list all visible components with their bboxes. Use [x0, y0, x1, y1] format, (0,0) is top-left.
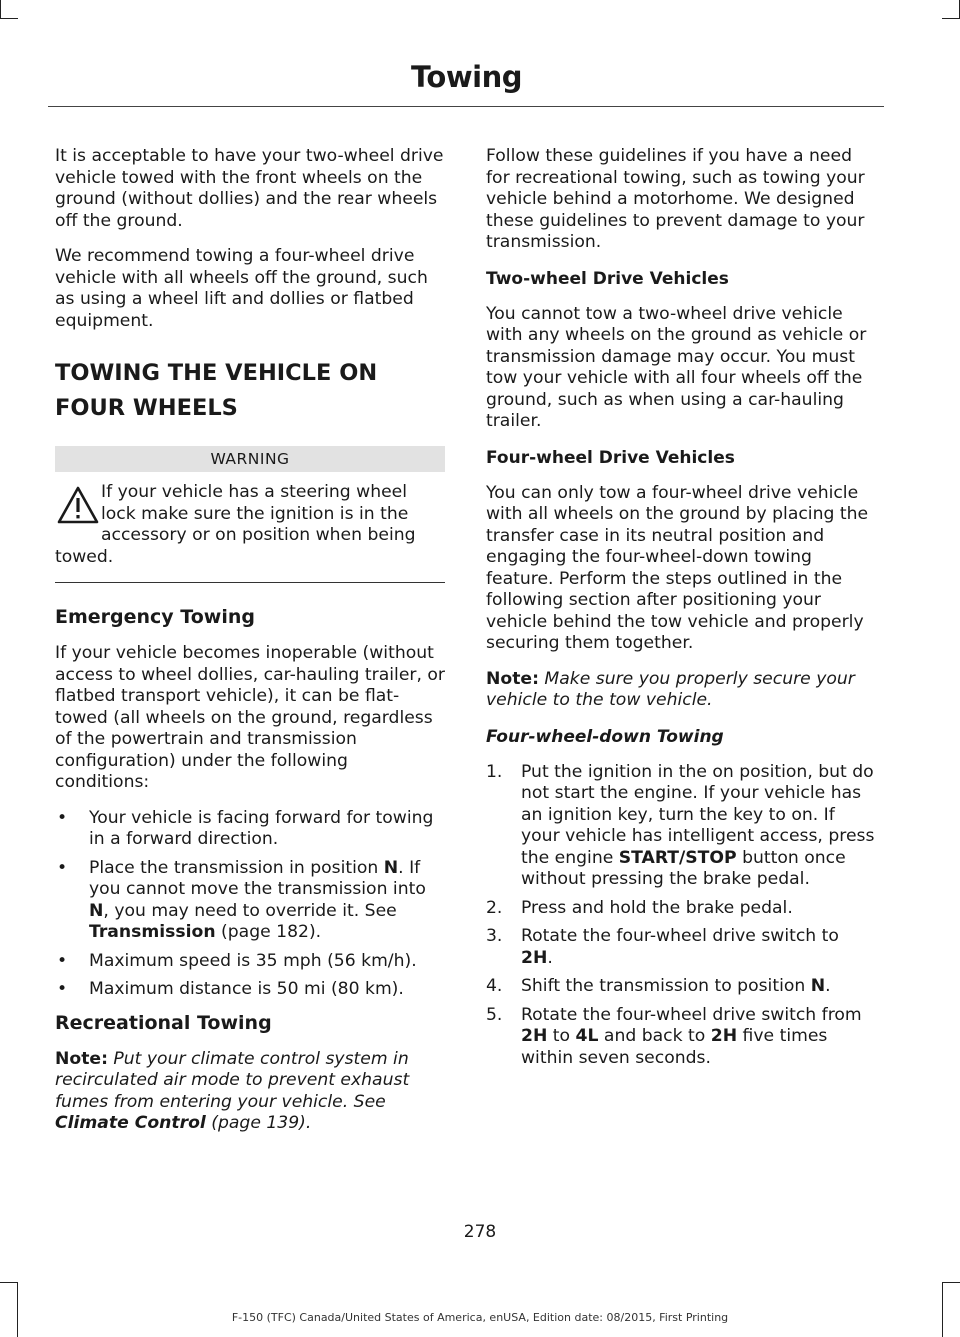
emergency-towing-text: If your vehicle becomes inoperable (without access to wheel dollies, car-hauling trailer, or flatbed transport vehicle), it can be flat-towed (all wheels on the ground, regardless of the powertrain and transmission configuration) under the following conditions:: [55, 643, 445, 792]
step-text: Rotate the four-wheel drive switch to: [521, 926, 839, 946]
step-text: Put the ignition in the on position, but do not start the engine. If your vehicle has an ignition key, turn the key to on. If your vehicle has intelligent access, press the engine: [521, 761, 875, 868]
list-item: [55, 979, 445, 1001]
two-wheel-drive-heading: Two-wheel Drive Vehicles: [486, 268, 729, 289]
right-column: [486, 146, 876, 1076]
recreational-towing-heading: Recreational Towing: [55, 1011, 272, 1034]
towing-steps-list: [486, 762, 876, 1070]
four-wheel-drive-heading: Four-wheel Drive Vehicles: [486, 447, 735, 468]
crop-mark-bottom-right-h: [942, 1282, 960, 1283]
step-number: 3.: [486, 926, 503, 946]
climate-control-link[interactable]: Climate Control: [55, 1113, 206, 1133]
step-text: button once without pressing the brake pedal.: [521, 847, 846, 889]
intro-paragraph-1: It is acceptable to have your two-wheel drive vehicle towed with the front wheels on the ground (without dollies) and the rear wheels off the ground.: [55, 146, 444, 231]
step-text: .: [547, 947, 553, 968]
mode-2h: 2H: [710, 1026, 738, 1046]
warning-banner: WARNING: [55, 446, 445, 472]
warning-box: [55, 482, 445, 583]
step-text: Rotate the four-wheel drive switch from: [521, 1004, 862, 1025]
secure-note: [486, 669, 876, 712]
step-number: 5.: [486, 1004, 503, 1025]
gear-position-n: N: [810, 976, 826, 996]
list-item: [486, 1005, 876, 1070]
climate-note: [55, 1049, 445, 1135]
section-title-line-2: FOUR WHEELS: [55, 395, 238, 421]
note-text: Put your climate control system in recirculated air mode to prevent exhaust fumes from entering your vehicle. See: [55, 1048, 410, 1112]
list-item: [55, 951, 445, 973]
footer-edition-info: F-150 (TFC) Canada/United States of America, enUSA, Edition date: 08/2015, First Printing: [231, 1311, 729, 1324]
step-number: 1.: [486, 761, 503, 782]
crop-mark-top-left: [0, 0, 1, 18]
mode-4l: 4L: [575, 1026, 599, 1046]
note-text: Make sure you properly secure your vehicle to the tow vehicle.: [486, 668, 855, 710]
page-number: 278: [463, 1222, 497, 1242]
page-header-title: Towing: [411, 60, 522, 94]
note-label: Note:: [486, 668, 539, 689]
crop-mark-bottom-right: [942, 1282, 943, 1337]
gear-position-n: N: [89, 900, 104, 921]
list-item: [486, 926, 876, 969]
list-item-text: Maximum speed is 35 mph (56 km/h).: [89, 950, 417, 971]
list-item: [55, 858, 445, 944]
step-number: 4.: [486, 976, 503, 996]
four-wheel-down-towing-heading: Four-wheel-down Towing: [486, 726, 724, 747]
crop-mark-top-left-h: [0, 18, 18, 19]
list-item-text: , you may need to override it. See: [103, 900, 397, 921]
list-item: [55, 808, 445, 851]
section-title-line-1: TOWING THE VEHICLE ON: [55, 360, 378, 386]
list-item: [486, 898, 876, 920]
list-item: [486, 762, 876, 891]
emergency-towing-heading: Emergency Towing: [55, 606, 255, 628]
list-item-text: Maximum distance is 50 mi (80 km).: [89, 979, 404, 999]
list-item: [486, 976, 876, 998]
bullet: •: [57, 857, 68, 878]
recreational-guidelines-text: Follow these guidelines if you have a need for recreational towing, such as towing your vehicle behind a motorhome. We designed these guidelines to prevent damage to your transmission.: [486, 146, 865, 252]
list-item-text: Your vehicle is facing forward for towing in a forward direction.: [89, 807, 434, 849]
gear-position-n: N: [383, 857, 399, 878]
warning-triangle-icon: [55, 484, 101, 528]
crop-mark-top-right-h: [942, 18, 960, 19]
step-text: Press and hold the brake pedal.: [521, 897, 793, 918]
header-rule: [48, 106, 884, 107]
section-title: [55, 358, 445, 424]
step-text: to: [547, 1026, 576, 1046]
mode-2h: 2H: [521, 947, 548, 968]
crop-mark-bottom-left-h: [0, 1282, 18, 1283]
start-stop-label: START/STOP: [618, 847, 737, 868]
page-reference: (page 139).: [205, 1113, 312, 1133]
step-text: Shift the transmission to position: [521, 976, 811, 996]
intro-paragraph-2: We recommend towing a four-wheel drive vehicle with all wheels off the ground, such as using a wheel lift and dollies or flatbed equipment.: [55, 246, 428, 331]
bullet: •: [57, 807, 68, 828]
page-reference: (page 182).: [215, 922, 322, 942]
bullet: •: [57, 950, 68, 971]
warning-text: If your vehicle has a steering wheel lock make sure the ignition is in the accessory or on position when being towed.: [55, 482, 416, 567]
two-wheel-drive-text: You cannot tow a two-wheel drive vehicle with any wheels on the ground as vehicle or transmission damage may occur. You must tow your vehicle with all four wheels off the ground, such as when using a car-hauling trailer.: [486, 303, 867, 431]
list-item-text: . If you cannot move the transmission into: [89, 857, 426, 899]
mode-2h: 2H: [521, 1026, 548, 1046]
conditions-list: [55, 808, 445, 1001]
step-text: five times within seven seconds.: [521, 1026, 828, 1068]
step-number: 2.: [486, 897, 503, 918]
bullet: •: [57, 979, 68, 999]
step-text: and back to: [598, 1026, 711, 1046]
list-item-text: Place the transmission in position: [89, 857, 384, 878]
note-label: Note:: [55, 1048, 108, 1069]
transmission-link[interactable]: Transmission: [89, 922, 216, 942]
step-text: .: [825, 976, 831, 996]
four-wheel-drive-text: You can only tow a four-wheel drive vehicle with all wheels on the ground by placing the transfer case in its neutral position and engaging the four-wheel-down towing feature. Perform the steps outlined in the following section after positioning your vehicle behind the tow vehicle and properly securing them together.: [486, 482, 869, 653]
left-column: [55, 146, 445, 1149]
crop-mark-bottom-left: [17, 1282, 18, 1337]
